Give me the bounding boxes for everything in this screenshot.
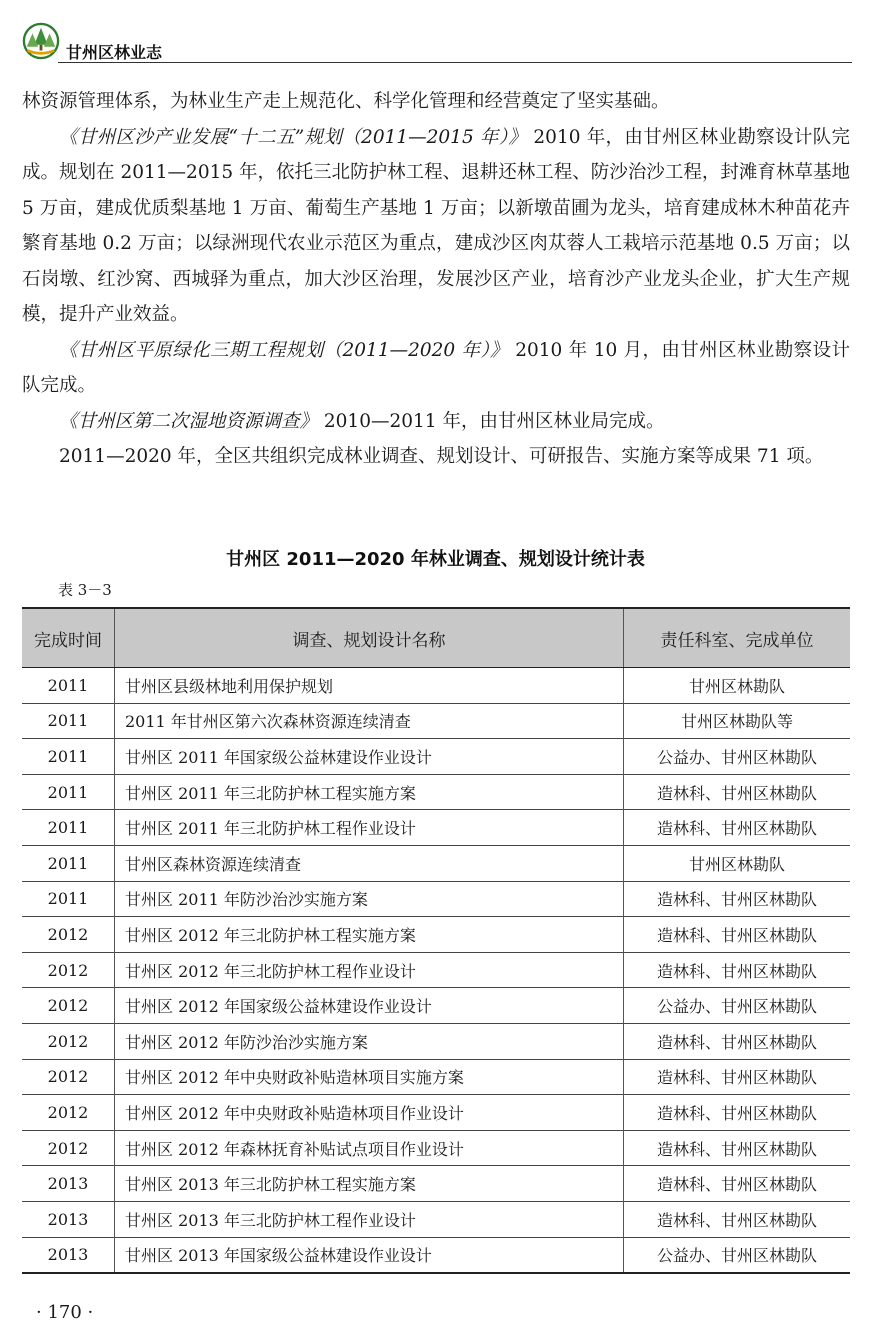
- cell-completion-year: 2012: [22, 1095, 115, 1131]
- cell-project-name: 甘州区 2012 年三北防护林工程实施方案: [115, 917, 624, 953]
- cell-project-name: 甘州区森林资源连续清查: [115, 845, 624, 881]
- document-title: 《甘州区第二次湿地资源调查》: [59, 410, 319, 432]
- cell-project-name: 甘州区 2013 年三北防护林工程作业设计: [115, 1201, 624, 1237]
- paragraph-text: 2010 年，由甘州区林业勘察设计队完成。规划在 2011—2015 年，依托三北防护林工程、退耕还林工程、防沙治沙工程，封滩育林草基地 5 万亩，建成优质梨基地 1 万亩、葡萄生产基地 1 万亩；以新墩苗圃为龙头，培育建成林木种苗花卉繁育基地 0.2 万亩；以绿洲现代农业示范区为重点，建成沙区肉苁蓉人工栽培示范基地 0.5 万亩；以石岗墩、红沙窝、西城驿为重点，加大沙区治理，发展沙区产业，培育沙产业龙头企业，扩大生产规模，提升产业效益。: [22, 126, 851, 325]
- cell-completion-year: 2011: [22, 881, 115, 917]
- table-row: [22, 1166, 850, 1202]
- cell-completion-year: 2013: [22, 1166, 115, 1202]
- table-row: [22, 952, 850, 988]
- cell-project-name: 甘州区县级林地利用保护规划: [115, 668, 624, 704]
- table-row: [22, 1201, 850, 1237]
- cell-responsible-unit: 造林科、甘州区林勘队: [624, 881, 851, 917]
- table-row: [22, 1023, 850, 1059]
- cell-responsible-unit: 造林科、甘州区林勘队: [624, 1201, 851, 1237]
- cell-completion-year: 2011: [22, 739, 115, 775]
- cell-responsible-unit: 甘州区林勘队: [624, 668, 851, 704]
- cell-responsible-unit: 造林科、甘州区林勘队: [624, 1023, 851, 1059]
- page-header: [18, 14, 852, 66]
- cell-completion-year: 2013: [22, 1237, 115, 1273]
- paragraph: [22, 333, 850, 404]
- cell-project-name: 甘州区 2013 年三北防护林工程实施方案: [115, 1166, 624, 1202]
- cell-responsible-unit: 公益办、甘州区林勘队: [624, 988, 851, 1024]
- table-title: 甘州区 2011—2020 年林业调查、规划设计统计表: [226, 549, 645, 570]
- cell-project-name: 甘州区 2011 年防沙治沙实施方案: [115, 881, 624, 917]
- cell-project-name: 甘州区 2012 年中央财政补贴造林项目实施方案: [115, 1059, 624, 1095]
- cell-completion-year: 2012: [22, 1059, 115, 1095]
- paragraph-text: 林资源管理体系，为林业生产走上规范化、科学化管理和经营奠定了坚实基础。: [22, 91, 670, 112]
- paragraph-text: 2010—2011 年，由甘州区林业局完成。: [318, 410, 665, 432]
- body-text: [22, 84, 850, 475]
- paragraph: [22, 404, 850, 440]
- table-row: [22, 1059, 850, 1095]
- cell-project-name: 甘州区 2012 年防沙治沙实施方案: [115, 1023, 624, 1059]
- cell-completion-year: 2012: [22, 1023, 115, 1059]
- cell-completion-year: 2011: [22, 774, 115, 810]
- cell-responsible-unit: 造林科、甘州区林勘队: [624, 774, 851, 810]
- table-row: [22, 739, 850, 775]
- cell-responsible-unit: 造林科、甘州区林勘队: [624, 1059, 851, 1095]
- table-row: [22, 668, 850, 704]
- paragraph: [22, 84, 850, 120]
- cell-project-name: 甘州区 2011 年国家级公益林建设作业设计: [115, 739, 624, 775]
- table-row: [22, 988, 850, 1024]
- cell-responsible-unit: 公益办、甘州区林勘队: [624, 739, 851, 775]
- paragraph-text: 2010 年 10 月，由甘州区林业勘察设计队完成。: [22, 339, 850, 396]
- cell-project-name: 甘州区 2012 年三北防护林工程作业设计: [115, 952, 624, 988]
- cell-project-name: 甘州区 2012 年森林抚育补贴试点项目作业设计: [115, 1130, 624, 1166]
- column-header-time: 完成时间: [22, 608, 115, 668]
- table-row: [22, 1237, 850, 1273]
- cell-completion-year: 2011: [47, 675, 89, 695]
- column-header-unit: 责任科室、完成单位: [624, 608, 851, 668]
- table-number: 表 3－3: [58, 581, 112, 599]
- cell-project-name: 2011 年甘州区第六次森林资源连续清查: [115, 703, 624, 739]
- cell-completion-year: 2012: [22, 952, 115, 988]
- cell-responsible-unit: 造林科、甘州区林勘队: [624, 1130, 851, 1166]
- table-row: [22, 774, 850, 810]
- cell-responsible-unit: 造林科、甘州区林勘队: [624, 917, 851, 953]
- table-row: [22, 917, 850, 953]
- cell-responsible-unit: 造林科、甘州区林勘队: [624, 1166, 851, 1202]
- cell-responsible-unit: 甘州区林勘队等: [624, 703, 851, 739]
- cell-responsible-unit: 造林科、甘州区林勘队: [624, 952, 851, 988]
- column-header-name: 调查、规划设计名称: [115, 608, 624, 668]
- cell-completion-year: 2011: [22, 845, 115, 881]
- cell-completion-year: 2012: [22, 1130, 115, 1166]
- page-number: · 170 ·: [36, 1302, 94, 1323]
- document-title: 《甘州区平原绿化三期工程规划（2011—2020 年）》: [59, 339, 509, 361]
- table-row: [22, 1095, 850, 1131]
- cell-completion-year: 2012: [22, 917, 115, 953]
- cell-completion-year: 2012: [22, 988, 115, 1024]
- table-row: [22, 810, 850, 846]
- paragraph-text: 2011—2020 年，全区共组织完成林业调查、规划设计、可研报告、实施方案等成果 71 项。: [59, 446, 824, 467]
- document-title: 《甘州区沙产业发展“十二五”规划（2011—2015 年）》: [59, 126, 528, 148]
- header-title: 甘州区林业志: [66, 43, 163, 62]
- table-header-row: [22, 608, 850, 668]
- cell-responsible-unit: 造林科、甘州区林勘队: [624, 1095, 851, 1131]
- table-row: [22, 881, 850, 917]
- cell-project-name: 甘州区 2013 年国家级公益林建设作业设计: [115, 1237, 624, 1273]
- cell-project-name: 甘州区 2011 年三北防护林工程作业设计: [115, 810, 624, 846]
- cell-responsible-unit: 造林科、甘州区林勘队: [624, 810, 851, 846]
- cell-completion-year: 2011: [22, 703, 115, 739]
- cell-project-name: 甘州区 2012 年中央财政补贴造林项目作业设计: [115, 1095, 624, 1131]
- table-row: [22, 1130, 850, 1166]
- paragraph: [22, 120, 850, 333]
- header-divider: [58, 62, 852, 63]
- table-row: [22, 703, 850, 739]
- cell-project-name: 甘州区 2011 年三北防护林工程实施方案: [115, 774, 624, 810]
- cell-responsible-unit: 公益办、甘州区林勘队: [624, 1237, 851, 1273]
- cell-responsible-unit: 甘州区林勘队: [624, 845, 851, 881]
- statistics-table: [22, 607, 850, 1274]
- cell-completion-year: 2013: [22, 1201, 115, 1237]
- forest-trees-logo: [22, 22, 60, 60]
- paragraph: [22, 439, 850, 475]
- table-row: [22, 845, 850, 881]
- cell-project-name: 甘州区 2012 年国家级公益林建设作业设计: [115, 988, 624, 1024]
- cell-completion-year: 2011: [22, 810, 115, 846]
